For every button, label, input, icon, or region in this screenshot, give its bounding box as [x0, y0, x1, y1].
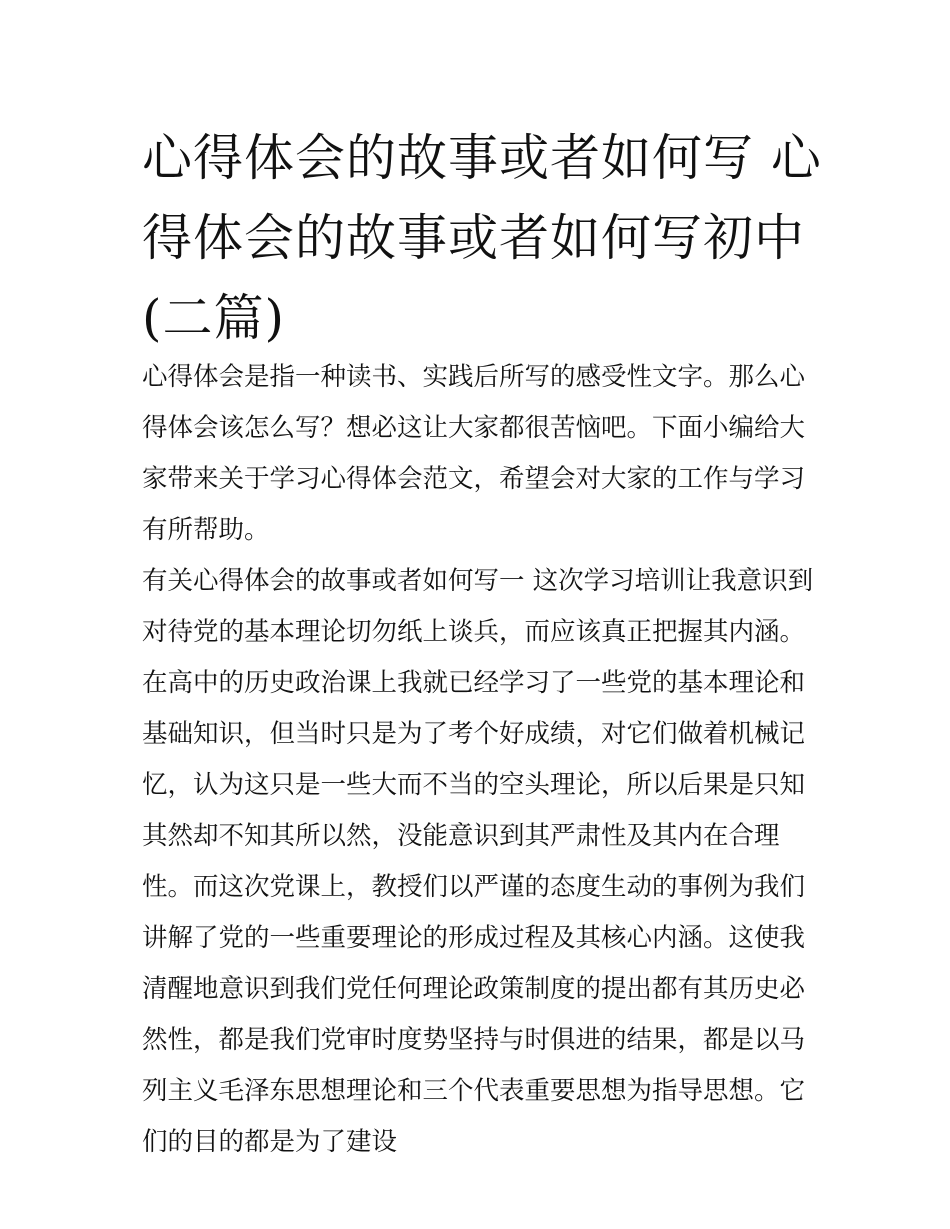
document-body	[142, 352, 814, 1168]
document-title: 心得体会的故事或者如何写 心得体会的故事或者如何写初中(二篇)	[142, 129, 822, 347]
paragraph-section-one: 有关心得体会的故事或者如何写一 这次学习培训让我意识到对待党的基本理论切勿纸上谈兵，而应该真正把握其内涵。	[142, 566, 814, 647]
paragraph-intro: 心得体会是指一种读书、实践后所写的感受性文字。那么心得体会该怎么写？想必这让大家都很苦恼吧。下面小编给大家带来关于学习心得体会范文，希望会对大家的工作与学习有所帮助。	[142, 362, 806, 545]
paragraph-main: 在高中的历史政治课上我就已经学习了一些党的基本理论和基础知识，但当时只是为了考个好成绩，对它们做着机械记忆，认为这只是一些大而不当的空头理论，所以后果是只知其然却不知其所以然，没能意识到其严肃性及其内在合理性。而这次党课上，教授们以严谨的态度生动的事例为我们讲解了党的一些重要理论的形成过程及其核心内涵。这使我清醒地意识到我们党任何理论政策制度的提出都有其历史必然性，都是我们党审时度势坚持与时俱进的结果，都是以马列主义毛泽东思想理论和三个代表重要思想为指导思想。它们的目的都是为了建设	[142, 668, 806, 1157]
